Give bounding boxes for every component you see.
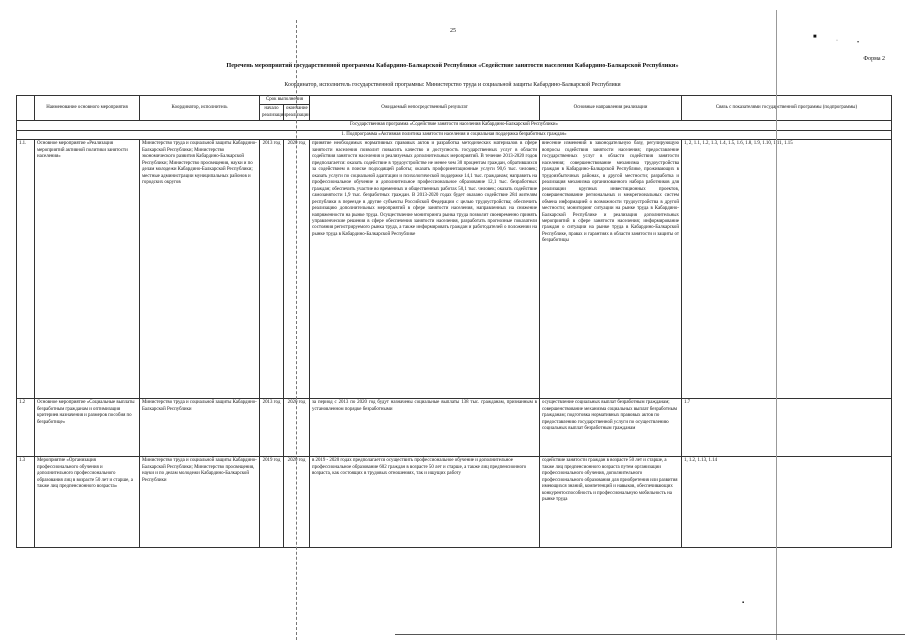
row-num: 1.2 xyxy=(17,399,35,457)
table-row xyxy=(17,399,892,457)
form-label: Форма 2 xyxy=(863,56,885,62)
header-term-end: окончание реализации xyxy=(284,105,310,121)
header-num xyxy=(17,96,35,121)
header-name: Наименование основного мероприятия xyxy=(35,96,140,121)
row-coordinator: Министерство труда и социальной защиты Кабардино-Балкарской Республики xyxy=(140,399,260,457)
row-name: Основное мероприятие «Реализация мероприятий активной политики занятости населения» xyxy=(35,140,140,399)
header-link: Связь с показателями государственной программы (подпрограммы) xyxy=(682,96,892,121)
header-term: Срок выполнения xyxy=(260,96,310,105)
row-link: 1, 2, 1.1, 1.2, 1.3, 1.4, 1.5, 1.6, 1.8, 1.9, 1.10, 1.11, 1.15 xyxy=(682,140,892,399)
row-end: 2020 год xyxy=(284,457,310,548)
page-number: 25 xyxy=(450,28,456,34)
row-name: Основное мероприятие «Социальные выплаты безработным гражданам и оптимизация критериев назначения и размеров пособия по безработице» xyxy=(35,399,140,457)
coordinator-line: Координатор, исполнитель государственной программы: Министерство труда и социальной защиты Кабардино-Балкарской Республики xyxy=(284,82,621,88)
row-name: Мероприятие «Организация профессионального обучения и дополнительного профессионального образования лиц в возрасте 50 лет и старше, а также лиц предпенсионного возраста» xyxy=(35,457,140,548)
header-term-start: начало реализации xyxy=(260,105,284,121)
scan-speck: ▪ xyxy=(742,600,745,606)
fold-line xyxy=(776,10,777,640)
row-num: 1.3 xyxy=(17,457,35,548)
section-subprogram-row xyxy=(17,130,892,139)
row-end: 2020 год xyxy=(284,140,310,399)
scan-speck: ■ xyxy=(813,34,817,40)
header-directions: Основные направления реализации xyxy=(540,96,682,121)
row-start: 2019 год xyxy=(260,457,284,548)
row-result: за период с 2013 по 2020 год будут назначены социальные выплаты 138 тыс. гражданам, признанным в установленном порядке безработными xyxy=(310,399,540,457)
header-coordinator: Координатор, исполнитель xyxy=(140,96,260,121)
document-title: Перечень мероприятий государственной программы Кабардино-Балкарской Республики «Содействие занятости населения Кабардино-Балкарской Республики» xyxy=(226,62,679,69)
measures-table xyxy=(16,95,892,548)
row-link: 1.7 xyxy=(682,399,892,457)
scan-speck: · xyxy=(836,38,838,44)
row-result: принятие необходимых нормативных правовых актов и разработка методических материалов в сфере занятости населения позволит повысить качество и доступность государственных услуг в области содействия занятости населения и реализуемых дополнительных мероприятий. В течение 2013-2020 годов предполагается: оказать содействие в трудоустройстве не менее чем 30 процентам граждан, обратившихся за содействием в поиске подходящей работы; оказать профориентационные услуги 90,6 тыс. человек; оказать услуги по социальной адаптации и психологической поддержке 14,1 тыс. гражданам; направить на профессиональное обучение и дополнительное профессиональное образование 12,1 тыс. безработных граждан; обеспечить участие во временных и общественных работах 50,1 тыс. человек; оказать содействие самозанятости 1,9 тыс. безработных граждан. В 2013-2020 годах будет оказано содействие 284 жителям республики в переезде в другие субъекты Российской Федерации с целью трудоустройства; обеспечить реализацию дополнительных мероприятий в сфере занятости населения, направленных на снижение напряженности на рынке труда. Осуществление мониторинга рынка труда позволит своевременно принять управленческие решения в сфере обеспечения занятости населения, разработать прогнозные показатели состояния регистрируемого рынка труда, а также информировать граждан и работодателей о положении на рынке труда в Кабардино-Балкарской Республике xyxy=(310,140,540,399)
row-directions: содействие занятости граждан в возрасте 50 лет и старше, а также лиц предпенсионного возраста путем организации профессионального обучения, дополнительного профессионального образования для приобретения или развития имеющихся знаний, компетенций и навыков, обеспечивающих конкурентоспособность и профессиональную мобильность на рынке труда xyxy=(540,457,682,548)
header-row xyxy=(17,96,892,105)
header-result: Ожидаемый непосредственный результат xyxy=(310,96,540,121)
row-result: в 2019 - 2020 годах предполагается осуществить профессиональное обучение и дополнительное профессиональное образование 602 граждан в возрасте 50 лет и старше, а также лиц предпенсионного возраста, как состоящих в трудовых отношениях, так и ищущих работу xyxy=(310,457,540,548)
row-num: 1.1. xyxy=(17,140,35,399)
row-directions: внесение изменений в законодательную базу, регулирующую вопросы содействия занятости населения; предоставление государственных услуг в области содействия занятости населения; совершенствование механизма трудоустройства граждан в Кабардино-Балкарской Республике, проживающих в трудоизбыточных районах, в другой местности; разработка и реализация механизма организованного набора работников для реализации крупных инвестиционных проектов, совершенствование региональных и межрегиональных систем обмена информацией о возможности трудоустройства в другой местности; мониторинг ситуации на рынке труда в Кабардино-Балкарской Республике и реализация дополнительных мероприятий в сфере занятости населения; информирование граждан о ситуации на рынке труда в Кабардино-Балкарской Республике, правах и гарантиях в области занятости и защиты от безработицы xyxy=(540,140,682,399)
row-start: 2013 год xyxy=(260,399,284,457)
row-directions: осуществление социальных выплат безработным гражданам; совершенствование механизма социальных выплат безработным гражданам; подготовка нормативных правовых актов по предоставлению государственной услуги по осуществлению социальных выплат безработным гражданам xyxy=(540,399,682,457)
row-link: 1, 1.2, 1.13, 1.14 xyxy=(682,457,892,548)
scan-speck: • xyxy=(857,40,860,46)
section-program: Государственная программа «Содействие занятости населения Кабардино-Балкарской Республики» xyxy=(17,121,892,130)
fold-line xyxy=(296,20,297,640)
scan-edge-line xyxy=(395,634,905,635)
section-subprogram: 1. Подпрограмма «Активная политика занятости населения и социальная поддержка безработных граждан» xyxy=(17,130,892,139)
row-end: 2020 год xyxy=(284,399,310,457)
row-start: 2013 год xyxy=(260,140,284,399)
section-program-row xyxy=(17,121,892,130)
row-coordinator: Министерство труда и социальной защиты Кабардино-Балкарской Республики; Министерство экономического развития Кабардино-Балкарской Республики; Министерство просвещения, науки и по делам молодежи Кабардино-Балкарской Республики; местные администрации муниципальных районов и городских округов xyxy=(140,140,260,399)
table-row xyxy=(17,140,892,399)
row-coordinator: Министерство труда и социальной защиты Кабардино-Балкарской Республики; Министерство просвещения, науки и по делам молодежи Кабардино-Балкарской Республики xyxy=(140,457,260,548)
table-row xyxy=(17,457,892,548)
